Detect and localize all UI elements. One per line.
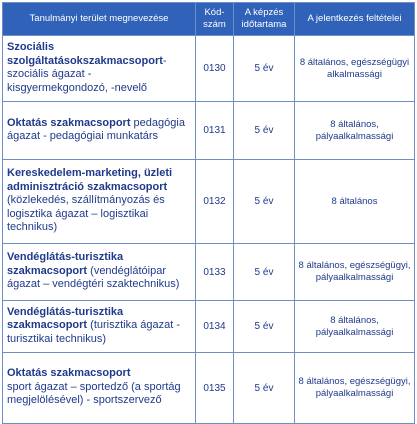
- duration-cell: 5 év: [234, 301, 295, 353]
- area-cell: [3, 301, 196, 353]
- header-duration: [234, 3, 295, 36]
- header-code: [196, 3, 234, 36]
- requirements-cell: 8 általános, egészségügyi, pályaalkalmassági: [295, 353, 415, 424]
- requirements-cell: 8 általános, egészségügyi alkalmassági: [295, 36, 415, 102]
- area-cell: [3, 102, 196, 160]
- code-cell: 0134: [196, 301, 234, 353]
- header-duration-label: A képzés időtartama: [241, 7, 287, 30]
- header-row: [3, 3, 415, 36]
- program-desc: (vendéglátóipar ágazat – vendégtéri szaktechnikus): [7, 264, 180, 291]
- program-title: Vendéglátás-turisztika szakmacsoport: [7, 251, 124, 277]
- table-header: [3, 3, 415, 36]
- programs-table-wrapper: [2, 2, 414, 424]
- programs-table: [2, 2, 415, 424]
- area-cell: [3, 353, 196, 424]
- table-row: [3, 244, 415, 301]
- code-cell: 0133: [196, 244, 234, 301]
- table-row: [3, 160, 415, 244]
- program-desc: sport ágazat – sportedző (a sportág megjelölésével) - sportszervező: [7, 380, 181, 407]
- requirements-cell: 8 általános, pályaalkalmassági: [295, 102, 415, 160]
- program-title: Kereskedelem-marketing, üzleti adminisztráció szakmacsoport: [7, 167, 173, 193]
- header-code-label: Kód- szám: [203, 7, 226, 30]
- code-cell: 0131: [196, 102, 234, 160]
- table-row: [3, 36, 415, 102]
- duration-cell: 5 év: [234, 102, 295, 160]
- table-row: [3, 301, 415, 353]
- duration-cell: 5 év: [234, 353, 295, 424]
- requirements-cell: 8 általános: [295, 160, 415, 244]
- program-desc: (turisztika ágazat - turisztikai technikus): [7, 319, 181, 345]
- header-area: Tanulmányi terület megnevezése: [3, 3, 196, 36]
- table-row: [3, 353, 415, 424]
- duration-cell: 5 év: [234, 160, 295, 244]
- code-cell: 0132: [196, 160, 234, 244]
- area-cell: [3, 160, 196, 244]
- area-cell: [3, 244, 196, 301]
- requirements-cell: 8 általános, pályaalkalmassági: [295, 301, 415, 353]
- header-requirements: A jelentkezés feltételei: [295, 3, 415, 36]
- program-desc: (közlekedés, szállítmányozás és logisztika ágazat – logisztikai technikus): [7, 194, 165, 234]
- program-desc: pedagógia ágazat - pedagógiai munkatárs: [7, 116, 185, 142]
- table-row: [3, 102, 415, 160]
- duration-cell: 5 év: [234, 36, 295, 102]
- table-body: [3, 36, 415, 424]
- program-title: Vendéglátás-turisztika szakmacsoport: [7, 305, 124, 332]
- duration-cell: 5 év: [234, 244, 295, 301]
- code-cell: 0130: [196, 36, 234, 102]
- area-cell: [3, 36, 196, 102]
- program-title: Oktatás szakmacsoport: [7, 367, 131, 380]
- program-title: Szociális szolgáltatásokszakmacsoport: [7, 41, 163, 67]
- requirements-cell: 8 általános, egészségügyi, pályaalkalmassági: [295, 244, 415, 301]
- code-cell: 0135: [196, 353, 234, 424]
- program-desc: -szociális ágazat - kisgyermekgondozó, -nevelő: [7, 54, 167, 94]
- program-title: Oktatás szakmacsoport: [7, 116, 131, 129]
